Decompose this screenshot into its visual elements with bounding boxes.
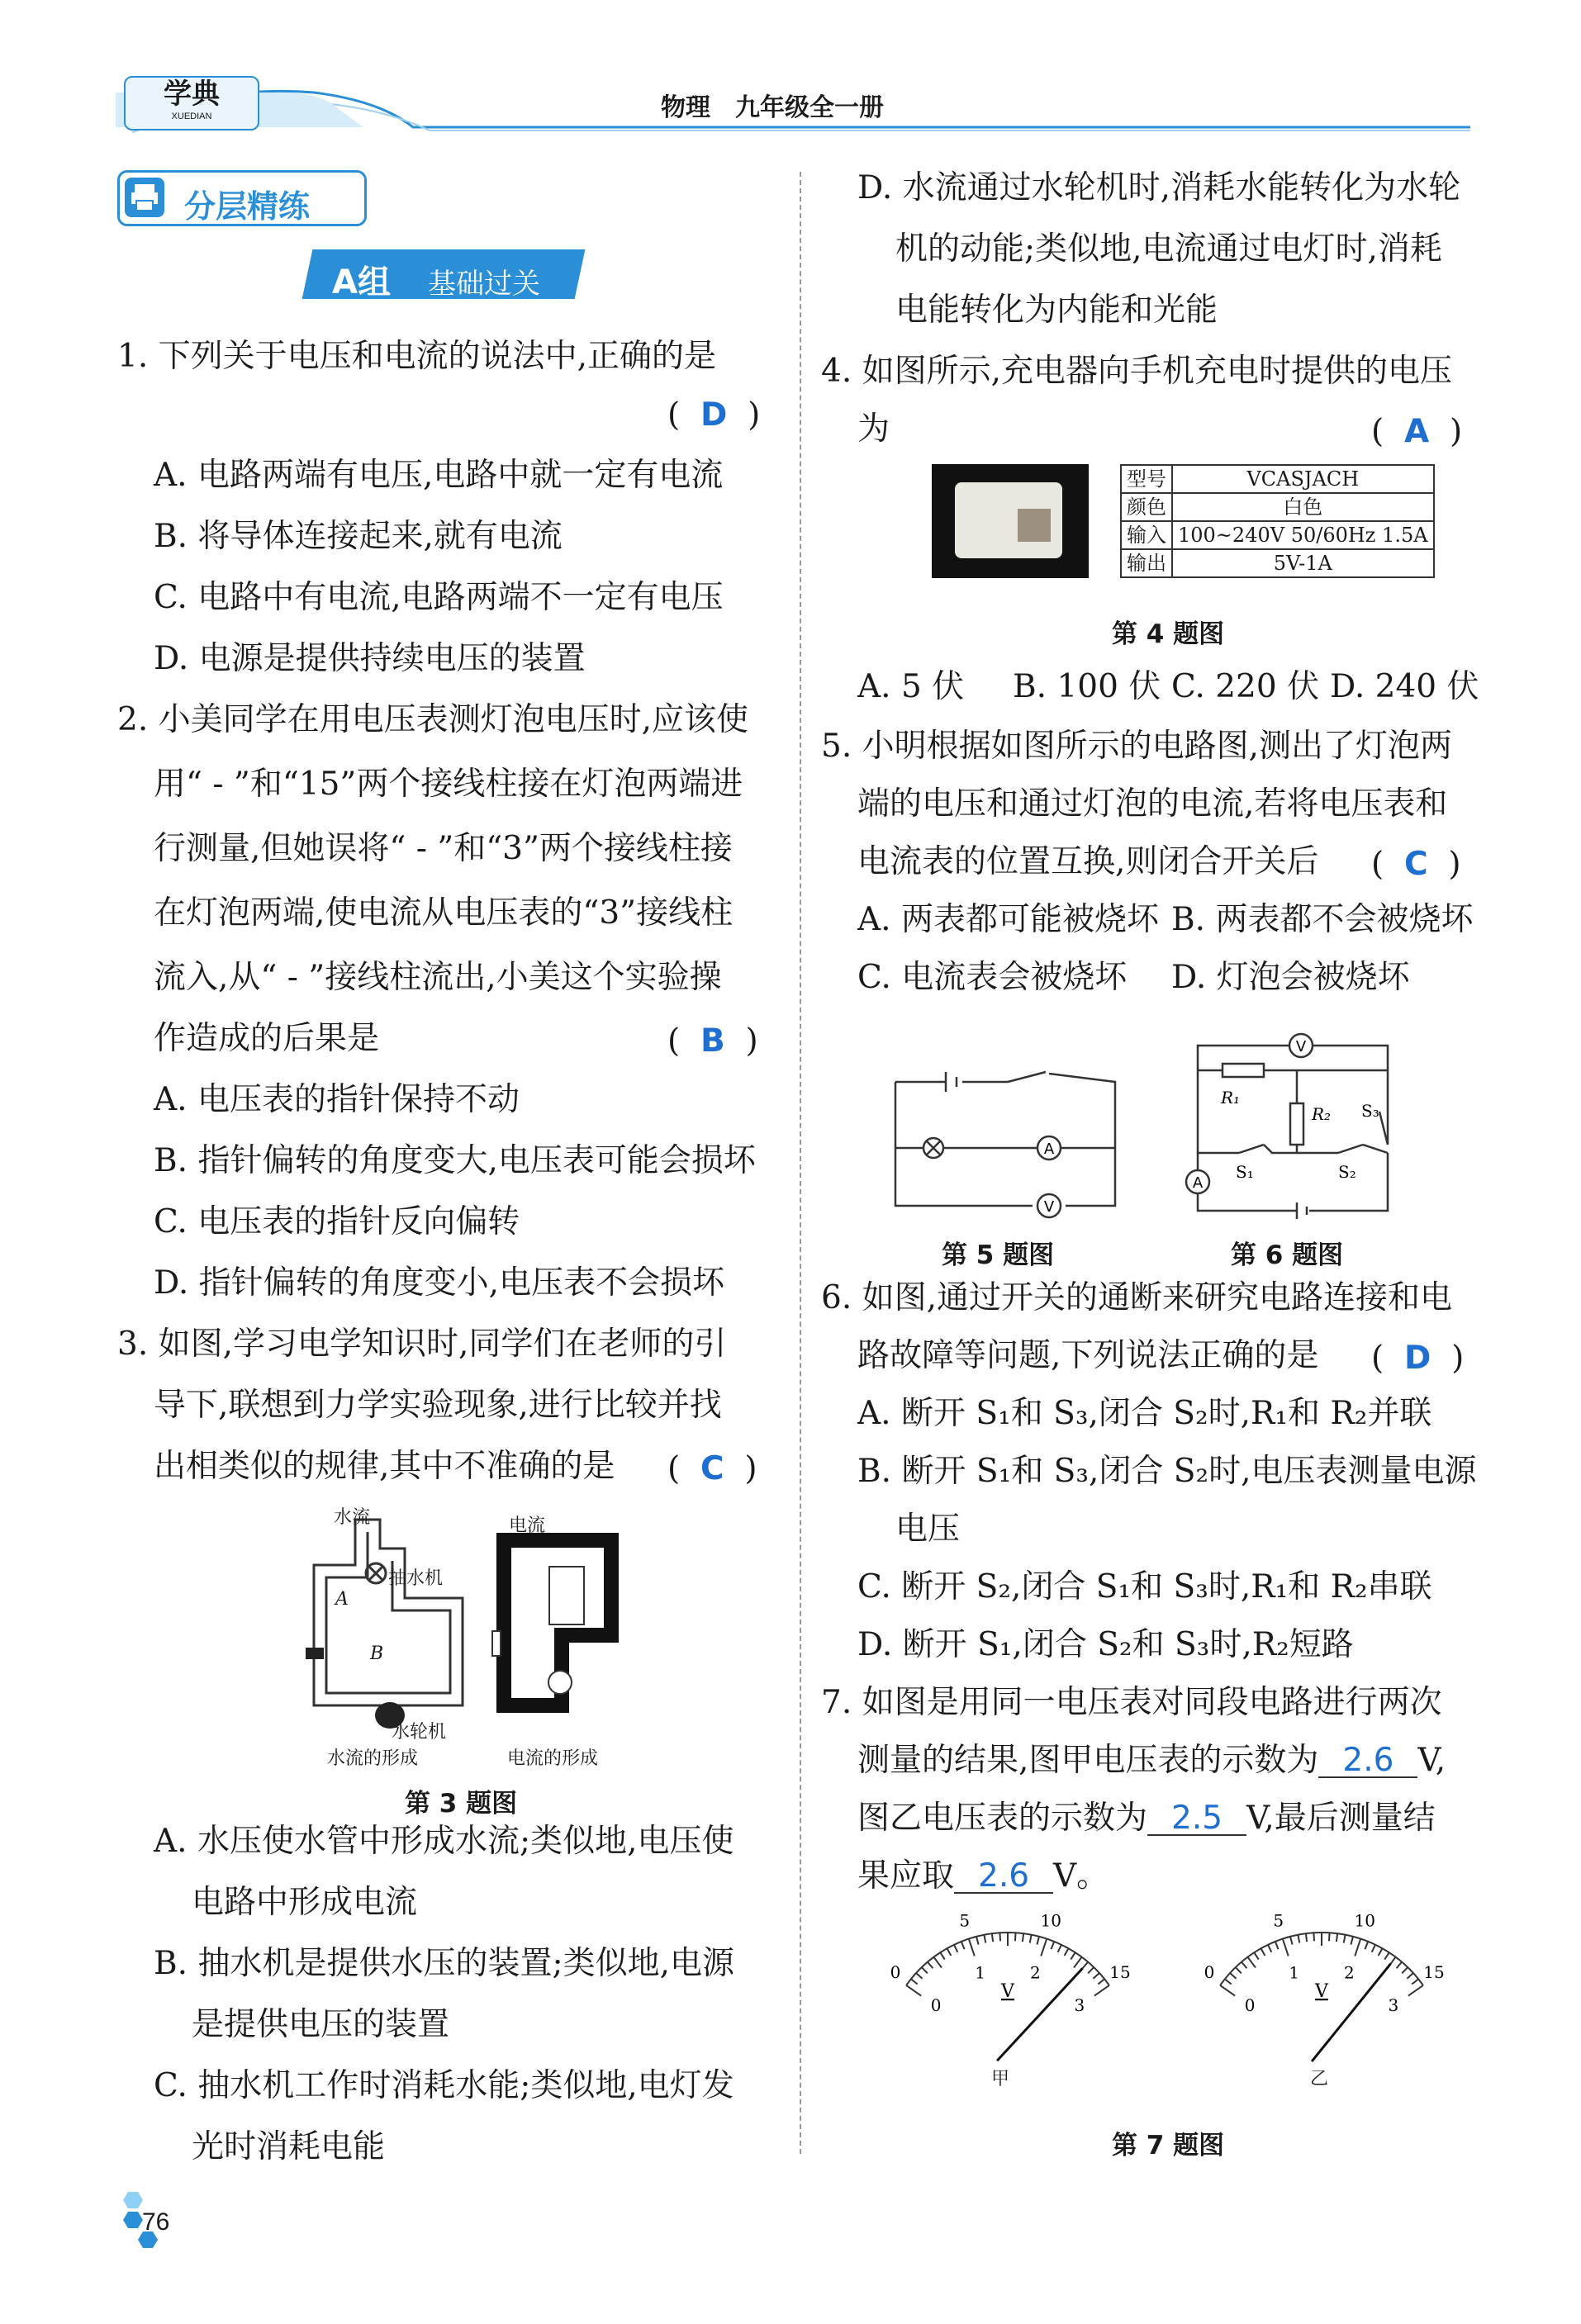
q6-line-2: 路故障等问题,下列说法正确的是 <box>857 1337 1319 1374</box>
meter-tick <box>1058 1945 1061 1952</box>
q3-current-caption: 电流的形成 <box>507 1748 599 1769</box>
q4-answer-paren: ( A ) <box>1371 413 1463 450</box>
q6-line-1: 6. 如图,通过开关的通断来研究电路连接和电 <box>821 1279 1453 1316</box>
meter-tick <box>969 1939 975 1956</box>
table-row: 输入 100~240V 50/60Hz 1.5A <box>1121 521 1434 549</box>
meter-tick <box>922 1967 928 1973</box>
q7-line-2-unit: V, <box>1417 1742 1446 1779</box>
q5-answer-paren: ( C ) <box>1371 846 1461 883</box>
meter-tick <box>1051 1942 1054 1949</box>
water-circuit-diagram <box>314 1520 463 1705</box>
meter-tick <box>976 1937 979 1945</box>
q3-line-1: 3. 如图,学习电学知识时,同学们在老师的引 <box>117 1326 727 1363</box>
q3-option-b-2: 是提供电压的装置 <box>192 2006 450 2043</box>
meter-tick <box>1098 1979 1104 1984</box>
q3-figure <box>297 1499 644 1771</box>
q4-line-1: 4. 如图所示,充电器向手机充电时提供的电压 <box>821 353 1453 390</box>
meter-jia-name: 甲 <box>991 2069 1010 2089</box>
q3-a-label: A <box>335 1589 349 1610</box>
table-row: 型号 VCASJACH <box>1121 465 1434 493</box>
meter-tick <box>984 1935 985 1943</box>
meter-inner-label: 2 <box>1029 1962 1041 1983</box>
q6-answer-paren: ( D ) <box>1371 1340 1465 1377</box>
meter-tick <box>1261 1948 1265 1956</box>
meter-yi-name: 乙 <box>1310 2069 1329 2089</box>
meter-outer-label: 15 <box>1109 1961 1131 1982</box>
meter-tick <box>1268 1945 1271 1952</box>
q1-option-d: D. 电源是提供持续电压的装置 <box>154 640 586 677</box>
meter-tick <box>1094 1985 1109 1996</box>
q2-option-c: C. 电压表的指针反向偏转 <box>154 1203 520 1240</box>
meter-tick <box>1384 1952 1389 1959</box>
q4-line-2: 为 <box>857 410 890 448</box>
meter-tick <box>1275 1942 1279 1949</box>
meter-tick <box>1290 1937 1293 1945</box>
q5-option-b: B. 两表都不会被烧坏 <box>1171 901 1474 938</box>
q3-option-d-3: 电能转化为内能和光能 <box>895 292 1218 329</box>
q2-answer-paren: ( B ) <box>667 1022 758 1060</box>
meter-tick <box>1402 1967 1408 1973</box>
q3-line-2: 导下,联想到力学实验现象,进行比较并找 <box>154 1387 722 1424</box>
q7-blank-3[interactable]: 2.6 <box>954 1860 1053 1894</box>
q6-r1-label: R₁ <box>1221 1088 1241 1107</box>
meter-tick <box>1037 1937 1039 1945</box>
q3-water-caption: 水流的形成 <box>327 1748 419 1769</box>
q3-answer-paren: ( C ) <box>667 1450 757 1487</box>
meter-tick <box>1071 1952 1075 1959</box>
table-row: 输出 5V-1A <box>1121 549 1434 577</box>
meter-tick <box>1015 1933 1016 1941</box>
section-title-box <box>117 170 367 226</box>
brand-logo <box>124 76 259 130</box>
meter-tick <box>916 1973 922 1979</box>
meter-tick <box>1313 1933 1314 1941</box>
meter-yi <box>1204 1910 1445 2061</box>
q3-option-d-1: D. 水流通过水轮机时,消耗水能转化为水轮 <box>857 169 1461 206</box>
meter-outer-label: 5 <box>959 1910 971 1931</box>
q6-answer: D <box>1404 1340 1431 1377</box>
meter-tick <box>1379 1948 1383 1956</box>
q6-option-c: C. 断开 S₂,闭合 S₁和 S₃时,R₁和 R₂串联 <box>857 1568 1432 1605</box>
meter-tick <box>1408 1985 1423 1996</box>
table-row: 颜色 白色 <box>1121 493 1434 521</box>
meter-tick <box>1093 1973 1099 1979</box>
q6-option-a: A. 断开 S₁和 S₃,闭合 S₂时,R₁和 R₂并联 <box>857 1395 1432 1432</box>
meter-tick <box>1225 1979 1232 1984</box>
q3-line-3: 出相类似的规律,其中不准确的是 <box>154 1448 615 1485</box>
meter-tick <box>1355 1939 1360 1956</box>
q2-line-3: 行测量,但她误将“ - ”和“3”两个接线柱接 <box>154 830 733 867</box>
q2-answer: B <box>700 1022 725 1060</box>
q2-line-5: 流入,从“ - ”接线柱流出,小美这个实验操 <box>154 959 722 996</box>
printer-icon <box>125 178 164 217</box>
meter-unit-label: V <box>1001 1981 1014 2002</box>
q7-line-4-unit: V。 <box>1053 1857 1109 1895</box>
meter-outer-label: 0 <box>1204 1961 1215 1982</box>
q6-r2-label: R₂ <box>1312 1104 1332 1124</box>
meter-tick <box>1336 1933 1337 1942</box>
q5-option-a: A. 两表都可能被烧坏 <box>857 901 1159 938</box>
meter-jia <box>890 1910 1131 2061</box>
meter-unit-label: V <box>1315 1981 1328 2002</box>
q6-option-d: D. 断开 S₁,闭合 S₂和 S₃时,R₂短路 <box>857 1626 1354 1663</box>
meter-tick <box>1329 1933 1330 1941</box>
q5-ammeter-label: A <box>1043 1141 1055 1158</box>
meter-tick <box>1030 1935 1032 1943</box>
q5-line-2: 端的电压和通过灯泡的电流,若将电压表和 <box>857 785 1448 823</box>
q7-line-2 <box>857 1744 1446 1778</box>
meter-tick <box>1065 1948 1069 1956</box>
q7-line-4-text: 果应取 <box>857 1857 955 1895</box>
meter-inner-label: 1 <box>1289 1962 1300 1983</box>
meter-tick <box>1397 1962 1402 1969</box>
meter-inner-label: 1 <box>975 1962 986 1983</box>
q6-voltmeter-label: V <box>1295 1038 1307 1055</box>
q7-meters <box>851 1908 1479 2098</box>
meter-tick <box>954 1945 957 1952</box>
group-title: 基础过关 <box>428 268 540 301</box>
meter-tick <box>940 1952 944 1959</box>
q5-line-1: 5. 小明根据如图所示的电路图,测出了灯泡两 <box>821 728 1453 765</box>
q2-option-d: D. 指针偏转的角度变小,电压表不会损坏 <box>154 1264 725 1302</box>
current-circuit-diagram <box>492 1540 611 1705</box>
meter-inner-label: 2 <box>1343 1962 1355 1983</box>
q3-water-label: 水流 <box>334 1507 371 1528</box>
q3-option-c-2: 光时消耗电能 <box>192 2128 386 2165</box>
column-divider <box>800 172 801 2154</box>
meter-outer-label: 10 <box>1040 1910 1061 1931</box>
q5-line-3: 电流表的位置互换,则闭合开关后 <box>857 843 1319 880</box>
q4-option-c: C. 220 伏 <box>1171 668 1320 705</box>
q6-caption: 第 6 题图 <box>1231 1240 1344 1270</box>
q6-circuit-diagram <box>1173 1021 1421 1227</box>
q4-caption: 第 4 题图 <box>1112 619 1225 649</box>
meter-tick <box>1344 1935 1346 1943</box>
q2-line-6: 作造成的后果是 <box>154 1020 380 1057</box>
q3-b-label: B <box>370 1643 384 1664</box>
q6-s2-label: S₂ <box>1338 1162 1356 1182</box>
meter-tick <box>1412 1979 1418 1984</box>
q7-caption: 第 7 题图 <box>1112 2131 1225 2160</box>
meter-outer-label: 5 <box>1273 1910 1284 1931</box>
meter-tick <box>1247 1957 1256 1968</box>
q4-answer: A <box>1404 413 1430 450</box>
q4-option-b: B. 100 伏 <box>1013 668 1161 705</box>
meter-tick <box>992 1933 993 1942</box>
page-number: 76 <box>142 2208 170 2236</box>
q7-line-1: 7. 如图是用同一电压表对同段电路进行两次 <box>821 1684 1442 1721</box>
q5-answer: C <box>1404 846 1428 883</box>
meter-outer-label: 0 <box>890 1961 901 1982</box>
group-label: A组 <box>332 263 391 301</box>
q3-option-b-1: B. 抽水机是提供水压的装置;类似地,电源 <box>154 1945 734 1982</box>
meter-tick <box>1254 1952 1258 1959</box>
meter-tick <box>1242 1962 1246 1969</box>
q5-caption: 第 5 题图 <box>942 1240 1055 1270</box>
q3-option-a-1: A. 水压使水管中形成水流;类似地,电压使 <box>154 1823 734 1860</box>
q7-line-2-text: 测量的结果,图甲电压表的示数为 <box>857 1742 1319 1779</box>
meter-tick <box>1083 1962 1088 1969</box>
meter-tick <box>1407 1973 1412 1979</box>
bulb-icon <box>548 1671 572 1694</box>
q4-option-a: A. 5 伏 <box>857 668 965 705</box>
q3-turbine-label: 水轮机 <box>392 1722 447 1743</box>
q6-s1-label: S₁ <box>1236 1162 1254 1182</box>
meter-tick <box>911 1979 918 1984</box>
q2-line-1: 2. 小美同学在用电压表测灯泡电压时,应该使 <box>117 701 749 738</box>
charger-photo <box>932 464 1089 578</box>
q1-answer-paren: ( D ) <box>667 396 761 434</box>
meter-tick <box>1088 1967 1094 1973</box>
q3-option-a-2: 电路中形成电流 <box>192 1884 418 1921</box>
brand-name: 学典 <box>164 78 220 111</box>
q4-option-d: D. 240 伏 <box>1330 668 1479 705</box>
q2-option-b: B. 指针偏转的角度变大,电压表可能会损坏 <box>154 1142 756 1179</box>
q7-line-4 <box>857 1857 1109 1895</box>
meter-tick <box>928 1962 933 1969</box>
meter-tick <box>1236 1967 1242 1973</box>
q2-line-4: 在灯泡两端,使电流从电压表的“3”接线柱 <box>154 894 734 932</box>
brand-en: XUEDIAN <box>171 111 212 121</box>
meter-outer-label: 10 <box>1354 1910 1375 1931</box>
meter-tick <box>947 1948 952 1956</box>
q6-option-b-2: 电压 <box>895 1511 961 1548</box>
q7-blank-1[interactable]: 2.6 <box>1318 1744 1417 1778</box>
meter-tick <box>1074 1957 1082 1968</box>
q3-option-c-1: C. 抽水机工作时消耗水能;类似地,电灯发 <box>154 2067 734 2104</box>
q6-s3-label: S₃ <box>1361 1101 1379 1121</box>
q7-line-3-text: 图乙电压表的示数为 <box>857 1800 1148 1837</box>
meter-inner-label: 0 <box>1244 1995 1256 2016</box>
meter-tick <box>906 1985 921 1996</box>
q6-ammeter-label: A <box>1192 1174 1204 1192</box>
meter-tick <box>1298 1935 1299 1943</box>
q1-stem: 1. 下列关于电压和电流的说法中,正确的是 <box>117 338 717 375</box>
q3-current-label: 电流 <box>509 1515 546 1536</box>
q7-line-3 <box>857 1802 1436 1836</box>
meter-tick <box>1230 1973 1236 1979</box>
q7-line-3-unit: V,最后测量结 <box>1246 1800 1436 1837</box>
charger-spec-table <box>1120 464 1435 578</box>
q1-option-a: A. 电路两端有电压,电路中就一定有电流 <box>154 457 724 494</box>
q5-option-c: C. 电流表会被烧坏 <box>857 959 1128 996</box>
meter-inner-label: 3 <box>1074 1995 1085 2016</box>
q7-blank-2[interactable]: 2.5 <box>1147 1802 1246 1836</box>
q5-voltmeter-label: V <box>1043 1198 1055 1216</box>
q1-option-c: C. 电路中有电流,电路两端不一定有电压 <box>154 579 724 616</box>
q5-circuit-diagram <box>884 1049 1132 1231</box>
meter-tick <box>1306 1933 1307 1942</box>
meter-tick <box>1372 1945 1375 1952</box>
section-title: 分层精练 <box>184 188 311 225</box>
q3-answer: C <box>700 1450 724 1487</box>
meter-outer-label: 15 <box>1423 1961 1445 1982</box>
meter-inner-label: 3 <box>1388 1995 1399 2016</box>
q1-option-b: B. 将导体连接起来,就有电流 <box>154 518 563 555</box>
meter-tick <box>1283 1939 1289 1956</box>
q2-line-2: 用“ - ”和“15”两个接线柱接在灯泡两端进 <box>154 766 743 803</box>
meter-tick <box>1041 1939 1047 1956</box>
meter-tick <box>933 1957 942 1968</box>
q6-option-b-1: B. 断开 S₁和 S₃,闭合 S₂时,电压表测量电源 <box>857 1453 1477 1490</box>
subject-line: 物理 九年级全一册 <box>661 93 884 122</box>
meter-tick <box>999 1933 1000 1941</box>
q3-caption: 第 3 题图 <box>405 1789 518 1819</box>
q3-option-d-2: 机的动能;类似地,电流通过电灯时,消耗 <box>895 230 1442 268</box>
meter-tick <box>1220 1985 1235 1996</box>
meter-tick <box>1351 1937 1353 1945</box>
q2-option-a: A. 电压表的指针保持不动 <box>154 1081 520 1118</box>
meter-tick <box>961 1942 965 1949</box>
q1-answer: D <box>700 396 728 434</box>
meter-inner-label: 0 <box>930 1995 942 2016</box>
q5-option-d: D. 灯泡会被烧坏 <box>1171 959 1410 996</box>
meter-tick <box>1365 1942 1368 1949</box>
q3-pump-label: 抽水机 <box>388 1568 444 1589</box>
